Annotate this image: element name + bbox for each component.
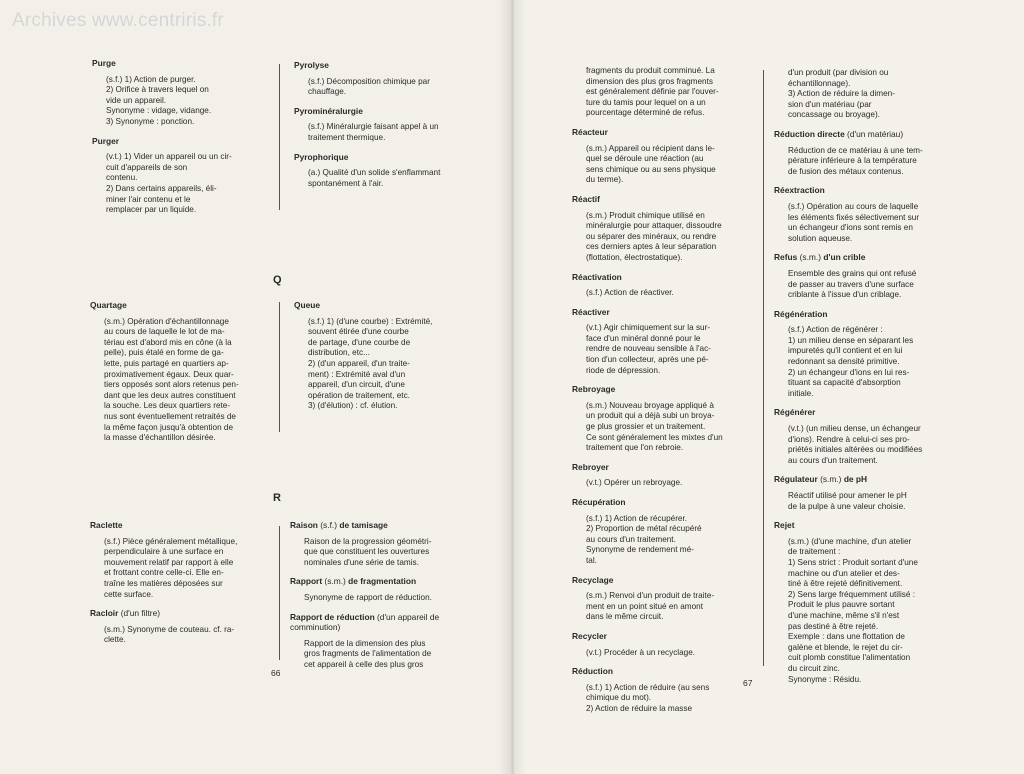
entry-term — [774, 129, 950, 140]
dictionary-entry — [572, 66, 750, 119]
left-col2-r — [290, 520, 470, 679]
entry-definition: (s.f.) Action de régénérer : 1) un milieu dense en séparant les impuretés qu'il contient et en lui redonnant sa densité primitive. 2) un échangeur d'ions en lui res- tituant sa capacité d'absorption initiale. — [788, 325, 914, 398]
entry-definition: (s.f.) Pièce généralement métallique, perpendiculaire à une surface en mouvement relatif par rapport à elle et frottant contre celle-ci. Elle en- traîne les matières déposées sur cette surface. — [104, 536, 238, 599]
entry-headword: Pyrophorique — [294, 151, 349, 162]
entry-term — [572, 575, 750, 586]
entry-definition: (v.t.) 1) Vider un appareil ou un cir- cuit d'appareils de son contenu. 2) Dans certains appareils, éli- miner l'air contenu et le remplacer par un liquide. — [106, 152, 232, 215]
entry-headword: Rebroyage — [572, 384, 616, 395]
entry-grammar: (d'un filtre) — [118, 608, 161, 619]
entry-headword: Réacteur — [572, 126, 608, 137]
entry-term — [572, 384, 750, 395]
entry-term — [774, 520, 950, 531]
entry-term — [774, 309, 950, 320]
entry-headword-suffix: de fragmentation — [348, 576, 417, 587]
entry-headword: Rebroyer — [572, 461, 609, 472]
entry-headword: Rejet — [774, 520, 795, 531]
entry-headword: Régénération — [774, 308, 828, 319]
entry-headword: Pyrominéralurgie — [294, 105, 363, 116]
dictionary-entry — [90, 520, 268, 600]
entry-definition: Réactif utilisé pour amener le pH de la pulpe à une valeur choisie. — [788, 491, 907, 511]
entry-definition: Rapport de la dimension des plus gros fragments de l'alimentation de cet appareil à celle des plus gros — [304, 638, 432, 669]
dictionary-entry — [294, 152, 470, 190]
dictionary-entry — [294, 300, 470, 412]
dictionary-entry — [774, 520, 950, 685]
section-letter-q: Q — [273, 274, 282, 286]
entry-headword: Quartage — [90, 300, 127, 310]
entry-headword: Racloir — [90, 608, 119, 619]
dictionary-entry — [290, 520, 470, 568]
column-rule — [279, 302, 280, 432]
left-col1-top — [92, 58, 268, 224]
left-col2-top — [294, 60, 470, 197]
entry-term — [774, 252, 950, 263]
column-rule — [279, 526, 280, 660]
entry-definition: (s.f.) 1) (d'une courbe) : Extrémité, souvent étirée d'une courbe de partage, d'une courbe de distribution, etc... 2) (d'un appareil, d'un traite- ment) : Extrémité aval d'un appareil, d'un circuit, d'une opération de traitement, etc. 3) (d'élution) : cf. élution. — [308, 316, 433, 411]
left-col1-q — [90, 300, 268, 452]
entry-term — [572, 497, 750, 508]
entry-definition: d'un produit (par division ou échantillonnage). 3) Action de réduire la dimen- sion d'un matériau (par concassage ou broyage). — [788, 68, 895, 120]
entry-term — [294, 300, 470, 311]
dictionary-entry — [572, 631, 750, 658]
entry-term — [92, 58, 268, 69]
dictionary-entry — [774, 185, 950, 244]
dictionary-entry — [572, 575, 750, 623]
entry-definition: (s.m.) Produit chimique utilisé en minéralurgie pour attaquer, dissoudre ou séparer des minéraux, ou rendre ces derniers aptes à leur séparation (flottation, électrostatique). — [586, 210, 722, 262]
dictionary-entry — [92, 136, 268, 216]
entry-headword: Recyclage — [572, 574, 614, 585]
entry-headword: Réextraction — [774, 185, 825, 196]
entry-definition: (s.f.) 1) Action de réduire (au sens chimique du mot). 2) Action de réduire la masse — [586, 682, 710, 713]
entry-headword: Purger — [92, 135, 119, 146]
dictionary-entry — [290, 576, 470, 603]
entry-term — [572, 631, 750, 642]
entry-grammar: (s.m.) — [797, 252, 824, 263]
entry-term — [90, 608, 268, 619]
entry-term — [290, 520, 470, 531]
page-number-left: 66 — [271, 668, 281, 678]
entry-headword: Raison — [290, 520, 318, 530]
entry-definition: (s.f.) Décomposition chimique par chauffage. — [308, 76, 430, 97]
entry-headword: Purge — [92, 58, 116, 68]
dictionary-entry — [572, 127, 750, 186]
entry-definition: (v.t.) Agir chimiquement sur la sur- face d'un minéral donné pour le rendre de nouveau sensible à l'ac- tion d'un collecteur, après une pé- riode de dépression. — [586, 323, 711, 375]
entry-term — [572, 194, 750, 205]
entry-term — [92, 136, 268, 147]
entry-definition: (s.f.) 1) Action de récupérer. 2) Proportion de métal récupéré au cours d'un traitement. Synonyme de rendement mé- tal. — [586, 513, 702, 565]
entry-term — [572, 127, 750, 138]
entry-headword: Réactif — [572, 193, 600, 204]
entry-headword-suffix: de pH — [843, 474, 868, 485]
entry-definition: (s.f.) Minéralurgie faisant appel à un traitement thermique. — [308, 122, 439, 142]
entry-term — [774, 185, 950, 196]
dictionary-entry — [774, 474, 950, 512]
book-gutter — [498, 0, 526, 774]
dictionary-entry — [90, 608, 268, 646]
entry-definition: (s.f.) 1) Action de purger. 2) Orifice à travers lequel on vide un appareil. Synonyme : vidage, vidange. 3) Synonyme : ponction. — [106, 74, 212, 126]
entry-headword: Pyrolyse — [294, 60, 329, 70]
entry-definition: fragments du produit comminué. La dimension des plus gros fragments est généralement définie par l'ouver- ture du tamis pour lequel on a un pourcentage déterminé de refus. — [586, 66, 719, 118]
entry-headword: Recycler — [572, 630, 607, 641]
entry-grammar: (d'un matériau) — [844, 128, 904, 139]
entry-term — [294, 60, 470, 71]
dictionary-entry — [774, 407, 950, 466]
entry-headword-suffix: de tamisage — [339, 520, 388, 530]
entry-definition: (s.m.) Nouveau broyage appliqué à un produit qui a déjà subi un broya- ge plus grossier et un traitement. Ce sont généralement les mixtes d'un traitement que l'on rebroie. — [586, 400, 723, 453]
entry-headword: Régulateur — [774, 474, 818, 485]
entry-headword: Régénérer — [774, 407, 816, 418]
watermark: Archives www.centriris.fr — [12, 10, 224, 31]
entry-definition: Réduction de ce matériau à une tem- pérature inférieure à la température de fusion des métaux contenus. — [788, 145, 923, 176]
dictionary-entry — [572, 497, 750, 567]
entry-grammar: (s.m.) — [322, 576, 349, 587]
dictionary-entry — [294, 60, 470, 98]
dictionary-entry — [92, 58, 268, 128]
right-col1 — [572, 66, 753, 723]
dictionary-entry — [290, 612, 470, 671]
entry-term — [90, 520, 268, 531]
entry-grammar: (s.m.) — [817, 474, 844, 485]
entry-headword: Réduction directe — [774, 128, 845, 139]
dictionary-entry — [572, 307, 750, 377]
dictionary-entry — [90, 300, 268, 444]
entry-headword: Raclette — [90, 520, 123, 530]
entry-definition: (s.f.) Opération au cours de laquelle les éléments fixés sélectivement sur un échangeur d'ions sont remis en solution aqueuse. — [788, 201, 920, 243]
entry-term — [290, 576, 470, 587]
dictionary-entry — [774, 68, 950, 121]
entry-term — [294, 152, 470, 163]
entry-definition: Raison de la progression géométri- que que constituent les ouvertures nominales d'une série de tamis. — [304, 536, 432, 567]
page-number-right: 67 — [743, 678, 753, 688]
entry-definition: (v.t.) Opérer un rebroyage. — [586, 478, 683, 488]
entry-definition: Ensemble des grains qui ont refusé de passer au travers d'une surface criblante à l'issue d'un criblage. — [788, 268, 917, 300]
entry-headword: Récupération — [572, 497, 626, 507]
entry-term — [294, 106, 470, 117]
entry-definition: (s.m.) Renvoi d'un produit de traite- ment en un point situé en amont dans le même circuit. — [586, 591, 715, 622]
column-rule — [279, 64, 280, 210]
dictionary-entry — [572, 666, 753, 714]
entry-definition: (s.f.) Action de réactiver. — [586, 288, 674, 298]
entry-definition: (s.m.) Opération d'échantillonnage au cours de laquelle le lot de ma- tériau est d'abord mis en cône (à la pelle), puis étalé en forme de ga- lette, puis partagé en quartiers ap- proximativement égaux. Deux quar- tiers opposés sont alors retenus pen- dant que les deux autres constituent la souche. Les deux quartiers rete- nus sont éventuellement retraités de la même façon jusqu'à obtention de la masse d'échantillon désirée. — [104, 316, 239, 443]
entry-term — [290, 612, 470, 633]
entry-term — [572, 272, 750, 283]
entry-headword: Queue — [294, 300, 321, 310]
right-col2 — [774, 68, 950, 693]
entry-term — [774, 407, 950, 418]
entry-definition: (v.t.) Procéder à un recyclage. — [586, 647, 696, 657]
entry-definition: (v.t.) (un milieu dense, un échangeur d'ions). Rendre à celui-ci ses pro- priétés initiales altérées ou modifiées au cours d'un traitement. — [788, 424, 923, 465]
entry-headword: Réactiver — [572, 306, 610, 317]
dictionary-entry — [572, 462, 750, 489]
left-col2-q — [294, 300, 470, 420]
entry-term — [774, 474, 950, 485]
entry-headword-suffix: d'un crible — [823, 252, 866, 263]
entry-headword: Réduction — [572, 666, 613, 677]
dictionary-entry — [774, 129, 950, 177]
entry-definition: (s.m.) Synonyme de couteau. cf. ra- clette. — [104, 624, 235, 645]
dictionary-entry — [774, 252, 950, 300]
entry-term — [572, 462, 750, 473]
entry-term — [572, 307, 750, 318]
entry-term — [90, 300, 268, 311]
left-col1-r — [90, 520, 268, 654]
section-letter-r: R — [273, 492, 281, 504]
dictionary-entry — [774, 309, 950, 400]
entry-term — [572, 666, 750, 677]
column-rule — [763, 70, 764, 666]
entry-definition: (s.m.) (d'une machine, d'un atelier de traitement : 1) Sens strict : Produit sortant d'une machine ou d'un atelier et des- tiné à être rejeté définitivement. 2) Sens large fréquemment utilisé : Produit le plus pauvre sortant d'une machine, même s'il n'est pas destiné à être rejeté. Exemple : dans une flottation de galène et blende, le rejet du cir- cuit plomb constitue l'alimentation du circuit zinc. Synonyme : Résidu. — [788, 536, 918, 684]
entry-definition: Synonyme de rapport de réduction. — [304, 592, 432, 602]
entry-definition: (s.m.) Appareil ou récipient dans le- quel se déroule une réaction (au sens chimique ou au sens physique du terme). — [586, 143, 716, 185]
entry-grammar: (d'un appareil de comminution) — [290, 611, 440, 633]
entry-headword: Rapport de réduction — [290, 611, 375, 622]
entry-headword: Rapport — [290, 576, 323, 587]
entry-headword: Refus — [774, 252, 798, 263]
entry-grammar: (s.f.) — [317, 520, 340, 530]
dictionary-entry — [294, 106, 470, 144]
dictionary-entry — [572, 272, 750, 299]
dictionary-entry — [572, 194, 750, 264]
dictionary-entry — [572, 384, 750, 454]
entry-headword: Réactivation — [572, 271, 622, 282]
entry-definition: (a.) Qualité d'un solide s'enflammant spontanément à l'air. — [308, 168, 441, 188]
